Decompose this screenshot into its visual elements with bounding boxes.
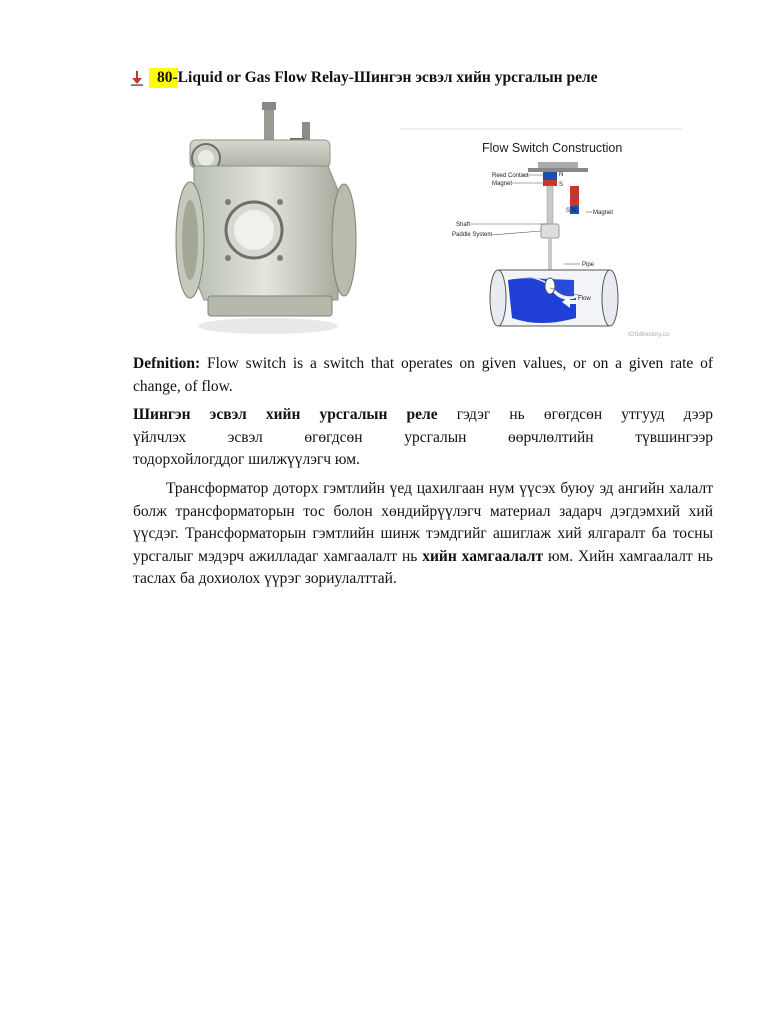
para2-line2: үйлчлэх эсвэл өгөгдсөн урсгалын өөрчлөлтийн түвшингээр — [133, 428, 713, 446]
para2-line1 — [133, 404, 713, 427]
heading-title: Liquid or Gas Flow Relay-Шингэн эсвэл хийн урсгалын реле — [177, 69, 598, 86]
definition-label: Defnition: — [133, 355, 201, 372]
diagram-title: Flow Switch Construction — [482, 141, 623, 155]
transformer-protection-paragraph — [133, 478, 713, 591]
label-sn: S N — [566, 208, 577, 214]
para2-line3: тодорхойлогддог шилжүүлэгч юм. — [133, 451, 360, 468]
mongolian-definition-paragraph — [133, 404, 713, 472]
label-pipe: Pipe — [582, 262, 595, 268]
para3-part1: Трансформатор доторх гэмтлийн үед цахилгаан нум үүсэх буюу эд ангийн халалт болж трансформаторын тос болон хөндийрүүлэгч материал задарч дэгдэмхий хий үүсдэг. Трансформаторын гэмтлийн шинж тэмдгийг ашиглаж хий ялгаралт ба тосны урсгалыг мэдэрч ажилладаг хамгаалалт нь — [133, 480, 713, 565]
para2-line1-rest: гэдэг нь өгөгдсөн утгууд дээр — [437, 406, 713, 423]
label-s: S — [559, 182, 564, 188]
label-magnet-top: Magnet — [492, 181, 513, 187]
label-magnet-side: Magnet — [593, 210, 614, 216]
label-shaft: Shaft — [456, 222, 471, 228]
diagram-watermark: IOSdirectory.co — [628, 332, 669, 338]
flow-relay-photo — [168, 100, 358, 340]
heading-number: 80- — [149, 68, 178, 88]
label-paddle-system: Paddle System — [452, 232, 493, 238]
section-heading — [131, 68, 731, 88]
label-reed-contact: Reed Contact — [492, 173, 529, 179]
label-n: N — [559, 172, 564, 178]
para3-bold-term: хийн хамгаалалт — [422, 547, 544, 565]
label-flow: Flow — [578, 296, 591, 302]
definition-paragraph — [133, 353, 713, 398]
definition-text: Flow switch is a switch that operates on given values, or on a given rate of change, of flow. — [133, 355, 713, 395]
flow-switch-diagram — [400, 128, 682, 340]
para3-part2: юм. Хийн хамгаалалт нь таслах ба дохиолох үүрэг зориулалттай. — [133, 547, 713, 587]
para2-bold-term: Шингэн эсвэл хийн урсгалын реле — [133, 406, 438, 423]
arrow-down-bullet-icon — [131, 70, 143, 86]
